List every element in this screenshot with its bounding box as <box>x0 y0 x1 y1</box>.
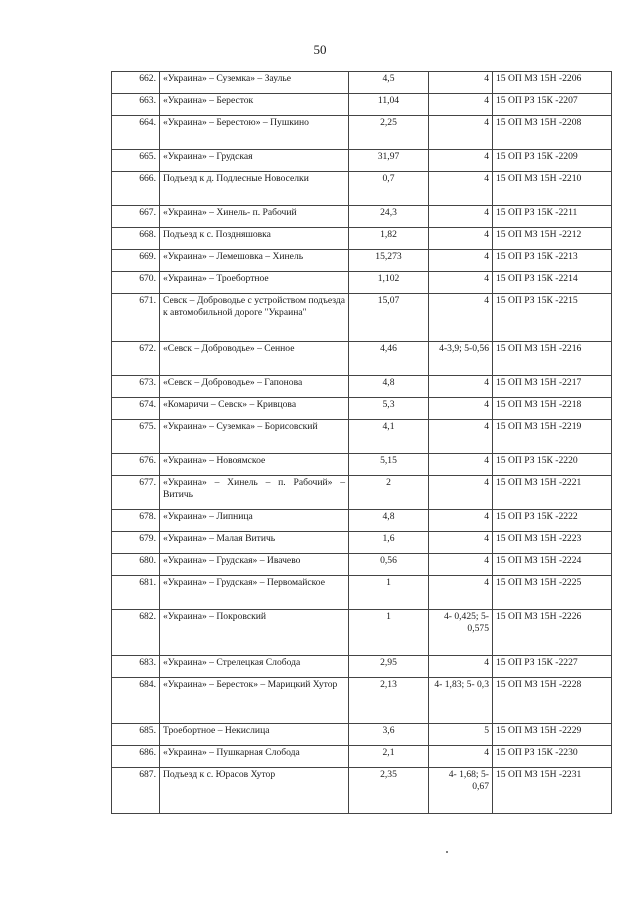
road-id-code: 15 ОП РЗ 15К -2207 <box>493 94 612 116</box>
row-number: 670. <box>112 272 160 294</box>
row-number: 666. <box>112 172 160 206</box>
row-number: 684. <box>112 678 160 724</box>
road-category: 4- 1,83; 5- 0,3 <box>429 678 493 724</box>
row-number: 676. <box>112 454 160 476</box>
road-category: 4 <box>429 746 493 768</box>
table-row <box>112 476 612 510</box>
road-name: Подъезд к д. Подлесные Новоселки <box>160 172 349 206</box>
road-category: 4 <box>429 272 493 294</box>
road-category: 4 <box>429 150 493 172</box>
table-row <box>112 454 612 476</box>
road-id-code: 15 ОП МЗ 15Н -2212 <box>493 228 612 250</box>
road-length: 0,56 <box>349 554 429 576</box>
row-number: 672. <box>112 342 160 376</box>
road-length: 2,1 <box>349 746 429 768</box>
road-category: 4 <box>429 250 493 272</box>
road-name: «Украина» – Суземка» – Заулье <box>160 72 349 94</box>
road-name: «Украина» – Грудская» – Первомайское <box>160 576 349 610</box>
table-row <box>112 376 612 398</box>
road-length: 1 <box>349 610 429 656</box>
table-row <box>112 72 612 94</box>
road-category: 4-3,9; 5-0,56 <box>429 342 493 376</box>
road-name: «Украина» – Берестою» – Пушкино <box>160 116 349 150</box>
table-row <box>112 206 612 228</box>
road-name: «Украина» – Троебортное <box>160 272 349 294</box>
road-length: 4,46 <box>349 342 429 376</box>
road-id-code: 15 ОП РЗ 15К -2209 <box>493 150 612 172</box>
road-length: 5,15 <box>349 454 429 476</box>
road-category: 4 <box>429 420 493 454</box>
road-length: 15,07 <box>349 294 429 342</box>
road-id-code: 15 ОП МЗ 15Н -2217 <box>493 376 612 398</box>
row-number: 679. <box>112 532 160 554</box>
road-name: Подъезд к с. Юрасов Хутор <box>160 768 349 814</box>
table-row <box>112 250 612 272</box>
road-name: «Украина» – Хинель – п. Рабочий» – Витичь <box>160 476 349 510</box>
road-category: 4 <box>429 206 493 228</box>
road-category: 4 <box>429 576 493 610</box>
road-name: «Украина» – Новоямское <box>160 454 349 476</box>
page-number: 50 <box>313 42 327 57</box>
road-name: «Украина» – Лемешовка – Хинель <box>160 250 349 272</box>
table-row <box>112 532 612 554</box>
road-name: «Украина» – Липница <box>160 510 349 532</box>
road-name: Троебортное – Некислица <box>160 724 349 746</box>
road-category: 4 <box>429 532 493 554</box>
road-category: 4 <box>429 172 493 206</box>
road-length: 2 <box>349 476 429 510</box>
road-length: 1,82 <box>349 228 429 250</box>
road-length: 3,6 <box>349 724 429 746</box>
table-row <box>112 398 612 420</box>
table-row <box>112 228 612 250</box>
row-number: 677. <box>112 476 160 510</box>
road-id-code: 15 ОП МЗ 15Н -2229 <box>493 724 612 746</box>
road-category: 4 <box>429 476 493 510</box>
road-name: «Украина» – Хинель- п. Рабочий <box>160 206 349 228</box>
road-length: 0,7 <box>349 172 429 206</box>
road-name: «Севск – Доброводье» – Сенное <box>160 342 349 376</box>
row-number: 675. <box>112 420 160 454</box>
road-name: «Комаричи – Севск» – Кривцова <box>160 398 349 420</box>
row-number: 674. <box>112 398 160 420</box>
road-name: «Севск – Доброводье» – Гапонова <box>160 376 349 398</box>
road-id-code: 15 ОП МЗ 15Н -2223 <box>493 532 612 554</box>
table-row <box>112 554 612 576</box>
table-row <box>112 172 612 206</box>
road-length: 1,6 <box>349 532 429 554</box>
road-id-code: 15 ОП РЗ 15К -2227 <box>493 656 612 678</box>
row-number: 668. <box>112 228 160 250</box>
road-id-code: 15 ОП МЗ 15Н -2226 <box>493 610 612 656</box>
table-row <box>112 94 612 116</box>
row-number: 663. <box>112 94 160 116</box>
row-number: 673. <box>112 376 160 398</box>
road-category: 4 <box>429 376 493 398</box>
road-id-code: 15 ОП РЗ 15К -2211 <box>493 206 612 228</box>
road-name: «Украина» – Покровский <box>160 610 349 656</box>
road-length: 31,97 <box>349 150 429 172</box>
road-id-code: 15 ОП МЗ 15Н -2231 <box>493 768 612 814</box>
row-number: 671. <box>112 294 160 342</box>
road-name: Подъезд к с. Поздняшовка <box>160 228 349 250</box>
road-length: 4,8 <box>349 510 429 532</box>
table-row <box>112 150 612 172</box>
row-number: 686. <box>112 746 160 768</box>
table-row <box>112 746 612 768</box>
road-length: 2,13 <box>349 678 429 724</box>
row-number: 680. <box>112 554 160 576</box>
row-number: 683. <box>112 656 160 678</box>
row-number: 685. <box>112 724 160 746</box>
row-number: 687. <box>112 768 160 814</box>
table-row <box>112 576 612 610</box>
road-name: «Украина» – Бересток <box>160 94 349 116</box>
road-category: 4- 1,68; 5-0,67 <box>429 768 493 814</box>
road-name: Севск – Доброводье с устройством подъезда к автомобильной дороге "Украина" <box>160 294 349 342</box>
road-id-code: 15 ОП МЗ 15Н -2221 <box>493 476 612 510</box>
road-id-code: 15 ОП МЗ 15Н -2216 <box>493 342 612 376</box>
road-category: 4 <box>429 116 493 150</box>
road-category: 4- 0,425; 5- 0,575 <box>429 610 493 656</box>
row-number: 664. <box>112 116 160 150</box>
row-number: 662. <box>112 72 160 94</box>
road-id-code: 15 ОП РЗ 15К -2213 <box>493 250 612 272</box>
road-name: «Украина» – Малая Витичь <box>160 532 349 554</box>
road-id-code: 15 ОП МЗ 15Н -2228 <box>493 678 612 724</box>
road-name: «Украина» – Суземка» – Борисовский <box>160 420 349 454</box>
road-id-code: 15 ОП РЗ 15К -2222 <box>493 510 612 532</box>
road-name: «Украина» – Бересток» – Марицкий Хутор <box>160 678 349 724</box>
road-category: 4 <box>429 228 493 250</box>
road-name: «Украина» – Грудская» – Ивачево <box>160 554 349 576</box>
road-id-code: 15 ОП МЗ 15Н -2224 <box>493 554 612 576</box>
roads-table <box>111 71 612 814</box>
row-number: 669. <box>112 250 160 272</box>
table-row <box>112 678 612 724</box>
road-category: 4 <box>429 510 493 532</box>
table-row <box>112 656 612 678</box>
road-length: 1 <box>349 576 429 610</box>
road-id-code: 15 ОП МЗ 15Н -2225 <box>493 576 612 610</box>
table-row <box>112 272 612 294</box>
table-row <box>112 294 612 342</box>
road-id-code: 15 ОП РЗ 15К -2214 <box>493 272 612 294</box>
road-name: «Украина» – Пушкарная Слобода <box>160 746 349 768</box>
road-category: 4 <box>429 454 493 476</box>
table-row <box>112 116 612 150</box>
road-length: 2,25 <box>349 116 429 150</box>
road-category: 4 <box>429 294 493 342</box>
road-length: 5,3 <box>349 398 429 420</box>
table-row <box>112 342 612 376</box>
row-number: 682. <box>112 610 160 656</box>
road-category: 4 <box>429 72 493 94</box>
road-id-code: 15 ОП МЗ 15Н -2219 <box>493 420 612 454</box>
table-row <box>112 724 612 746</box>
road-id-code: 15 ОП МЗ 15Н -2218 <box>493 398 612 420</box>
road-length: 11,04 <box>349 94 429 116</box>
road-id-code: 15 ОП РЗ 15К -2230 <box>493 746 612 768</box>
road-id-code: 15 ОП МЗ 15Н -2208 <box>493 116 612 150</box>
road-id-code: 15 ОП РЗ 15К -2215 <box>493 294 612 342</box>
road-category: 4 <box>429 554 493 576</box>
road-length: 15,273 <box>349 250 429 272</box>
table-row <box>112 420 612 454</box>
row-number: 665. <box>112 150 160 172</box>
road-length: 1,102 <box>349 272 429 294</box>
road-category: 5 <box>429 724 493 746</box>
road-length: 2,95 <box>349 656 429 678</box>
row-number: 681. <box>112 576 160 610</box>
road-name: «Украина» – Стрелецкая Слобода <box>160 656 349 678</box>
road-id-code: 15 ОП МЗ 15Н -2210 <box>493 172 612 206</box>
road-length: 24,3 <box>349 206 429 228</box>
road-id-code: 15 ОП РЗ 15К -2220 <box>493 454 612 476</box>
table-row <box>112 510 612 532</box>
table-row <box>112 768 612 814</box>
roads-table-body <box>112 72 612 814</box>
road-name: «Украина» – Грудская <box>160 150 349 172</box>
scan-speck <box>446 851 448 853</box>
road-length: 4,8 <box>349 376 429 398</box>
road-length: 4,5 <box>349 72 429 94</box>
road-length: 2,35 <box>349 768 429 814</box>
row-number: 667. <box>112 206 160 228</box>
road-category: 4 <box>429 94 493 116</box>
table-row <box>112 610 612 656</box>
road-category: 4 <box>429 398 493 420</box>
road-category: 4 <box>429 656 493 678</box>
road-length: 4,1 <box>349 420 429 454</box>
row-number: 678. <box>112 510 160 532</box>
road-id-code: 15 ОП МЗ 15Н -2206 <box>493 72 612 94</box>
